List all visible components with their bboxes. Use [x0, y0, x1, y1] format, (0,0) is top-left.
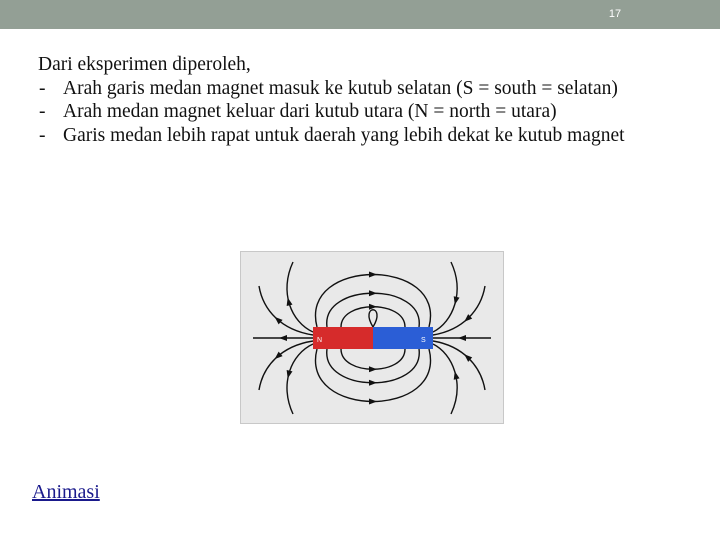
slide-content: [38, 53, 698, 147]
south-label: S: [421, 337, 426, 344]
intro-text: Dari eksperimen diperoleh,: [38, 54, 251, 75]
bullet-marker: -: [39, 101, 46, 122]
bullet-text: Garis medan lebih rapat untuk daerah yang lebih dekat ke kutub magnet: [63, 124, 625, 146]
field-arrow-icon: [285, 297, 293, 306]
field-lines-svg: [241, 252, 503, 423]
field-line: [433, 344, 457, 414]
field-line: [327, 349, 420, 383]
slide-header-bar: [0, 0, 720, 29]
field-line: [287, 344, 313, 414]
field-arrow-icon: [369, 366, 377, 372]
north-label: N: [317, 337, 323, 344]
field-arrow-icon: [369, 398, 377, 404]
bullet-text: Arah medan magnet keluar dari kutub utara (N = north = utara): [63, 101, 557, 122]
field-arrow-icon: [369, 290, 377, 296]
field-line: [315, 275, 430, 328]
field-arrow-icon: [452, 371, 460, 380]
field-arrow-icon: [452, 296, 460, 305]
bullet-list: [38, 77, 698, 148]
page-number: 17: [608, 8, 622, 20]
bullet-item: [38, 77, 698, 101]
field-arrow-icon: [285, 370, 293, 379]
field-line: [433, 262, 457, 332]
animation-link[interactable]: Animasi: [32, 481, 100, 503]
bullet-item: [38, 124, 698, 148]
field-arrow-icon: [458, 335, 466, 341]
field-arrow-icon: [279, 335, 287, 341]
field-line: [369, 310, 377, 327]
field-line: [287, 262, 313, 332]
bullet-item: [38, 100, 698, 124]
bullet-marker: -: [39, 124, 46, 146]
field-line: [341, 349, 405, 369]
field-line: [315, 349, 430, 402]
magnetic-field-diagram: [240, 251, 504, 424]
bullet-marker: -: [39, 77, 46, 99]
field-arrow-icon: [369, 380, 377, 386]
field-arrow-icon: [369, 304, 377, 310]
field-arrow-icon: [369, 271, 377, 277]
bullet-text: Arah garis medan magnet masuk ke kutub selatan (S = south = selatan): [63, 77, 618, 99]
